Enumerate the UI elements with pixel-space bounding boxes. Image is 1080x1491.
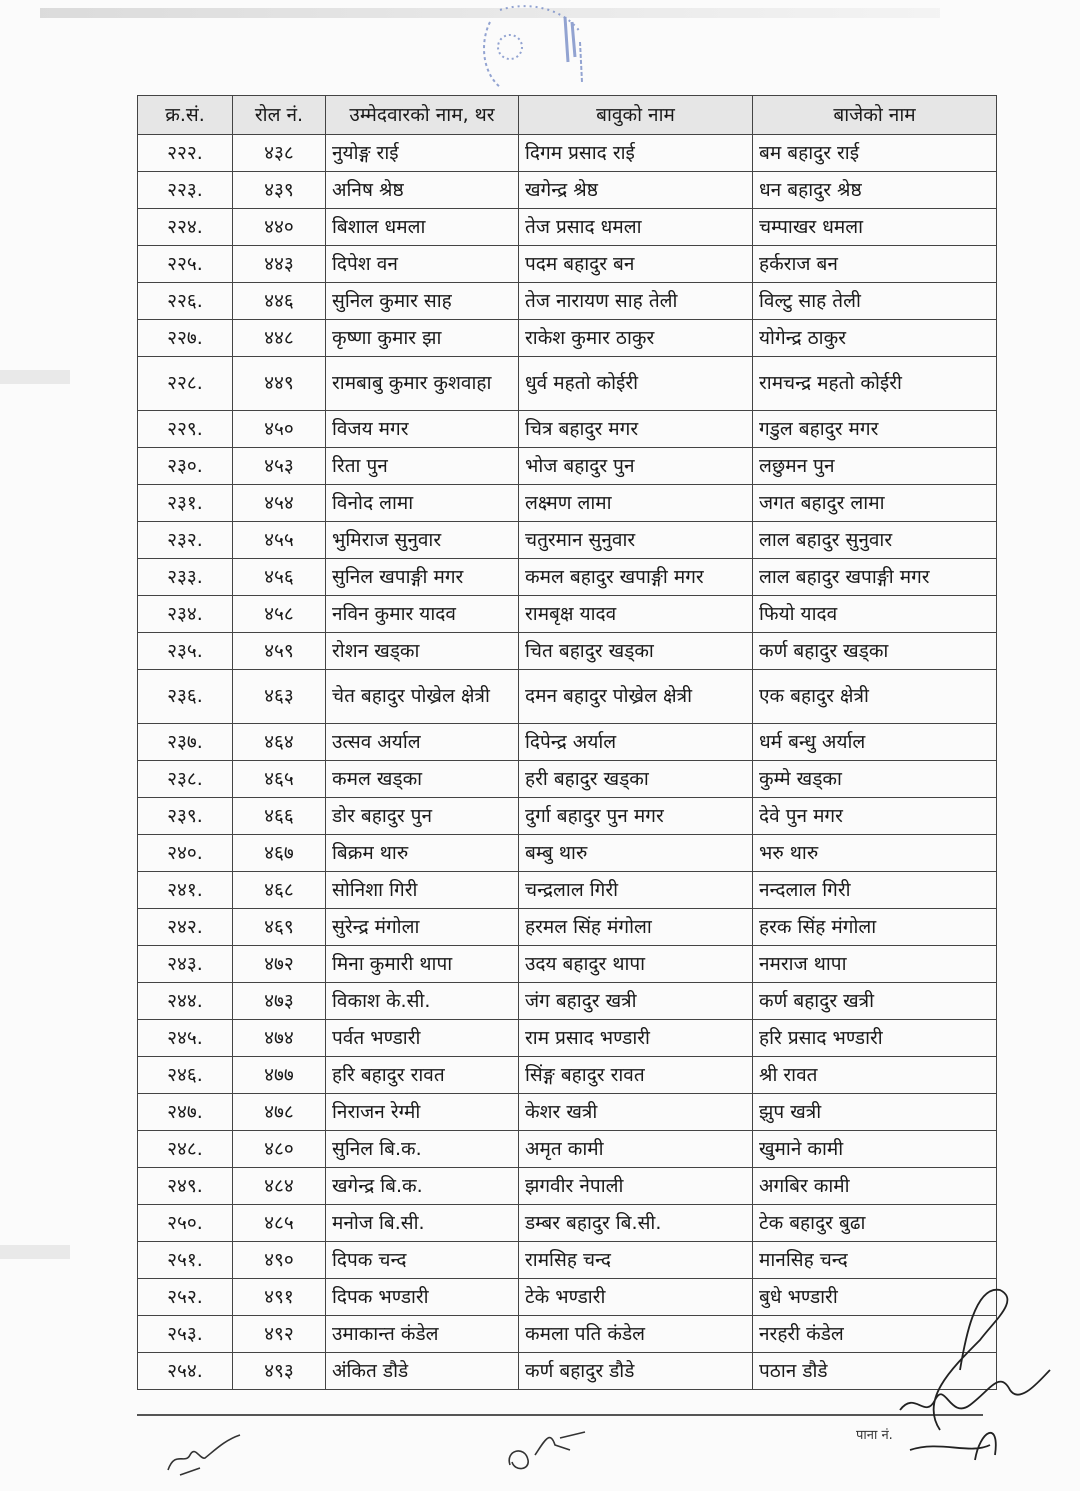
grandfather-name-cell: रामचन्द्र महतो कोईरी (753, 357, 997, 411)
serial-cell: २४०. (138, 835, 233, 872)
serial-cell: २२९. (138, 411, 233, 448)
grandfather-name-cell: चम्पाखर धमला (753, 209, 997, 246)
roll-cell: ४६४ (233, 724, 326, 761)
roll-cell: ४८० (233, 1131, 326, 1168)
grandfather-name-cell: खुमाने कामी (753, 1131, 997, 1168)
candidate-name-cell: सुनिल कुमार साह (326, 283, 519, 320)
table-row (138, 559, 997, 596)
table-row (138, 1279, 997, 1316)
table-row (138, 1242, 997, 1279)
roll-cell: ४५० (233, 411, 326, 448)
father-name-cell: पदम बहादुर बन (519, 246, 753, 283)
roll-cell: ४४० (233, 209, 326, 246)
roll-cell: ४५४ (233, 485, 326, 522)
candidate-name-cell: सोनिशा गिरी (326, 872, 519, 909)
roll-cell: ४६३ (233, 670, 326, 724)
roll-cell: ४५९ (233, 633, 326, 670)
grandfather-name-cell: फियो यादव (753, 596, 997, 633)
grandfather-name-cell: श्री रावत (753, 1057, 997, 1094)
roll-cell: ४५३ (233, 448, 326, 485)
serial-cell: २२२. (138, 135, 233, 172)
serial-cell: २३७. (138, 724, 233, 761)
father-name-cell: सिंङ्ग बहादुर रावत (519, 1057, 753, 1094)
grandfather-name-cell: हरक सिंह मंगोला (753, 909, 997, 946)
serial-cell: २२८. (138, 357, 233, 411)
roll-cell: ४६७ (233, 835, 326, 872)
header-row (138, 96, 997, 135)
office-stamp (470, 2, 600, 102)
roll-cell: ४४६ (233, 283, 326, 320)
roll-cell: ४६५ (233, 761, 326, 798)
father-name-cell: चतुरमान सुनुवार (519, 522, 753, 559)
serial-cell: २३१. (138, 485, 233, 522)
roll-cell: ४९१ (233, 1279, 326, 1316)
signature-center (500, 1420, 600, 1480)
candidate-name-cell: हरि बहादुर रावत (326, 1057, 519, 1094)
father-name-cell: रामसिह चन्द (519, 1242, 753, 1279)
father-name-cell: दुर्गा बहादुर पुन मगर (519, 798, 753, 835)
roll-cell: ४६९ (233, 909, 326, 946)
table-row (138, 724, 997, 761)
roll-cell: ४५८ (233, 596, 326, 633)
serial-cell: २३८. (138, 761, 233, 798)
candidate-name-cell: सुरेन्द्र मंगोला (326, 909, 519, 946)
father-name-cell: जंग बहादुर खत्री (519, 983, 753, 1020)
serial-cell: २४९. (138, 1168, 233, 1205)
father-name-cell: राकेश कुमार ठाकुर (519, 320, 753, 357)
serial-cell: २५२. (138, 1279, 233, 1316)
father-name-cell: दिपेन्द्र अर्याल (519, 724, 753, 761)
serial-cell: २३४. (138, 596, 233, 633)
serial-cell: २३३. (138, 559, 233, 596)
roll-cell: ४७७ (233, 1057, 326, 1094)
candidate-name-cell: डोर बहादुर पुन (326, 798, 519, 835)
grandfather-name-cell: धन बहादुर श्रेष्ठ (753, 172, 997, 209)
serial-cell: २४५. (138, 1020, 233, 1057)
candidate-name-cell: कमल खड्का (326, 761, 519, 798)
header-father: बावुको नाम (519, 96, 753, 135)
father-name-cell: दिगम प्रसाद राई (519, 135, 753, 172)
grandfather-name-cell: टेक बहादुर बुढा (753, 1205, 997, 1242)
table-row (138, 798, 997, 835)
roll-cell: ४९० (233, 1242, 326, 1279)
grandfather-name-cell: कर्ण बहादुर खड्का (753, 633, 997, 670)
bottom-rule (137, 1414, 983, 1416)
serial-cell: २३०. (138, 448, 233, 485)
father-name-cell: कमला पति कंडेल (519, 1316, 753, 1353)
roll-cell: ४८५ (233, 1205, 326, 1242)
serial-cell: २२७. (138, 320, 233, 357)
father-name-cell: कमल बहादुर खपाङ्गी मगर (519, 559, 753, 596)
serial-cell: २३२. (138, 522, 233, 559)
table-row (138, 1168, 997, 1205)
grandfather-name-cell: धर्म बन्धु अर्याल (753, 724, 997, 761)
table-row (138, 946, 997, 983)
grandfather-name-cell: मानसिह चन्द (753, 1242, 997, 1279)
candidate-name-cell: उमाकान्त कंडेल (326, 1316, 519, 1353)
table-body (138, 135, 997, 1390)
candidate-name-cell: सुनिल खपाङ्गी मगर (326, 559, 519, 596)
candidate-name-cell: रिता पुन (326, 448, 519, 485)
table-row (138, 633, 997, 670)
candidate-name-cell: विनोद लामा (326, 485, 519, 522)
father-name-cell: दमन बहादुर पोख्रेल क्षेत्री (519, 670, 753, 724)
roll-cell: ४७४ (233, 1020, 326, 1057)
candidate-name-cell: मिना कुमारी थापा (326, 946, 519, 983)
grandfather-name-cell: बुधे भण्डारी (753, 1279, 997, 1316)
grandfather-name-cell: हरि प्रसाद भण्डारी (753, 1020, 997, 1057)
roll-cell: ४६८ (233, 872, 326, 909)
candidate-name-cell: पर्वत भण्डारी (326, 1020, 519, 1057)
grandfather-name-cell: एक बहादुर क्षेत्री (753, 670, 997, 724)
table-row (138, 135, 997, 172)
serial-cell: २४२. (138, 909, 233, 946)
father-name-cell: कर्ण बहादुर डौडे (519, 1353, 753, 1390)
grandfather-name-cell: अगबिर कामी (753, 1168, 997, 1205)
table-row (138, 596, 997, 633)
father-name-cell: राम प्रसाद भण्डारी (519, 1020, 753, 1057)
father-name-cell: चित्र बहादुर मगर (519, 411, 753, 448)
candidate-name-cell: खगेन्द्र बि.क. (326, 1168, 519, 1205)
roll-cell: ४५६ (233, 559, 326, 596)
father-name-cell: टेके भण्डारी (519, 1279, 753, 1316)
father-name-cell: केशर खत्री (519, 1094, 753, 1131)
grandfather-name-cell: हर्कराज बन (753, 246, 997, 283)
table-row (138, 172, 997, 209)
table-row (138, 1205, 997, 1242)
table-row (138, 670, 997, 724)
table-row (138, 448, 997, 485)
serial-cell: २२५. (138, 246, 233, 283)
grandfather-name-cell: लाल बहादुर सुनुवार (753, 522, 997, 559)
table-row (138, 320, 997, 357)
roll-cell: ४८४ (233, 1168, 326, 1205)
father-name-cell: रामबृक्ष यादव (519, 596, 753, 633)
roll-cell: ४४३ (233, 246, 326, 283)
header-roll: रोल नं. (233, 96, 326, 135)
roll-cell: ४६६ (233, 798, 326, 835)
table-row (138, 909, 997, 946)
serial-cell: २५१. (138, 1242, 233, 1279)
grandfather-name-cell: विल्टु साह तेली (753, 283, 997, 320)
serial-cell: २५३. (138, 1316, 233, 1353)
grandfather-name-cell: लछुमन पुन (753, 448, 997, 485)
candidate-name-cell: दिपक चन्द (326, 1242, 519, 1279)
serial-cell: २४१. (138, 872, 233, 909)
serial-cell: २२४. (138, 209, 233, 246)
table-row (138, 1094, 997, 1131)
father-name-cell: चन्द्रलाल गिरी (519, 872, 753, 909)
candidate-name-cell: भुमिराज सुनुवार (326, 522, 519, 559)
father-name-cell: हरी बहादुर खड्का (519, 761, 753, 798)
father-name-cell: बम्बु थारु (519, 835, 753, 872)
grandfather-name-cell: पठान डौडे (753, 1353, 997, 1390)
serial-cell: २२६. (138, 283, 233, 320)
grandfather-name-cell: नमराज थापा (753, 946, 997, 983)
serial-cell: २४४. (138, 983, 233, 1020)
father-name-cell: हरमल सिंह मंगोला (519, 909, 753, 946)
scan-smudge (0, 370, 70, 384)
candidate-name-cell: रामबाबु कुमार कुशवाहा (326, 357, 519, 411)
candidate-name-cell: बिशाल धमला (326, 209, 519, 246)
roll-cell: ४७३ (233, 983, 326, 1020)
table-row (138, 983, 997, 1020)
serial-cell: २२३. (138, 172, 233, 209)
serial-cell: २३९. (138, 798, 233, 835)
candidate-name-cell: दिपक भण्डारी (326, 1279, 519, 1316)
candidate-name-cell: चेत बहादुर पोख्रेल क्षेत्री (326, 670, 519, 724)
grandfather-name-cell: गडुल बहादुर मगर (753, 411, 997, 448)
candidate-name-cell: विजय मगर (326, 411, 519, 448)
grandfather-name-cell: योगेन्द्र ठाकुर (753, 320, 997, 357)
header-grandfather: बाजेको नाम (753, 96, 997, 135)
serial-cell: २३६. (138, 670, 233, 724)
father-name-cell: धुर्व महतो कोईरी (519, 357, 753, 411)
father-name-cell: डम्बर बहादुर बि.सी. (519, 1205, 753, 1242)
roll-cell: ४९२ (233, 1316, 326, 1353)
candidate-name-cell: निराजन रेग्मी (326, 1094, 519, 1131)
table-row (138, 1131, 997, 1168)
roll-cell: ४३८ (233, 135, 326, 172)
father-name-cell: झगवीर नेपाली (519, 1168, 753, 1205)
father-name-cell: तेज प्रसाद धमला (519, 209, 753, 246)
table-row (138, 1020, 997, 1057)
candidate-table (137, 95, 997, 1390)
roll-cell: ४९३ (233, 1353, 326, 1390)
header-serial: क्र.सं. (138, 96, 233, 135)
table-row (138, 411, 997, 448)
table-row (138, 485, 997, 522)
table-row (138, 872, 997, 909)
grandfather-name-cell: जगत बहादुर लामा (753, 485, 997, 522)
grandfather-name-cell: नन्दलाल गिरी (753, 872, 997, 909)
candidate-name-cell: उत्सव अर्याल (326, 724, 519, 761)
father-name-cell: उदय बहादुर थापा (519, 946, 753, 983)
signature-right (880, 1280, 1060, 1480)
serial-cell: २४६. (138, 1057, 233, 1094)
roll-cell: ४७२ (233, 946, 326, 983)
roll-cell: ४४९ (233, 357, 326, 411)
grandfather-name-cell: बम बहादुर राई (753, 135, 997, 172)
candidate-name-cell: नुयोङ्ग राई (326, 135, 519, 172)
table-row (138, 246, 997, 283)
table-row (138, 761, 997, 798)
roll-cell: ४३९ (233, 172, 326, 209)
signature-left (160, 1430, 250, 1480)
candidate-name-cell: बिक्रम थारु (326, 835, 519, 872)
candidate-name-cell: नविन कुमार यादव (326, 596, 519, 633)
father-name-cell: तेज नारायण साह तेली (519, 283, 753, 320)
serial-cell: २४७. (138, 1094, 233, 1131)
serial-cell: २५४. (138, 1353, 233, 1390)
candidate-name-cell: सुनिल बि.क. (326, 1131, 519, 1168)
table-row (138, 1057, 997, 1094)
candidate-name-cell: अंकित डौडे (326, 1353, 519, 1390)
table-row (138, 283, 997, 320)
serial-cell: २४३. (138, 946, 233, 983)
table-row (138, 209, 997, 246)
father-name-cell: अमृत कामी (519, 1131, 753, 1168)
page-number-label: पाना नं. (856, 1428, 893, 1443)
header-candidate: उम्मेदवारको नाम, थर (326, 96, 519, 135)
serial-cell: २५०. (138, 1205, 233, 1242)
candidate-name-cell: कृष्णा कुमार झा (326, 320, 519, 357)
grandfather-name-cell: कर्ण बहादुर खत्री (753, 983, 997, 1020)
candidate-name-cell: अनिष श्रेष्ठ (326, 172, 519, 209)
serial-cell: २३५. (138, 633, 233, 670)
table-row (138, 357, 997, 411)
candidate-name-cell: दिपेश वन (326, 246, 519, 283)
father-name-cell: भोज बहादुर पुन (519, 448, 753, 485)
grandfather-name-cell: झुप खत्री (753, 1094, 997, 1131)
grandfather-name-cell: कुम्मे खड्का (753, 761, 997, 798)
grandfather-name-cell: भरु थारु (753, 835, 997, 872)
roll-cell: ४४८ (233, 320, 326, 357)
father-name-cell: लक्ष्मण लामा (519, 485, 753, 522)
candidate-name-cell: रोशन खड्का (326, 633, 519, 670)
candidate-name-cell: विकाश के.सी. (326, 983, 519, 1020)
roll-cell: ४७८ (233, 1094, 326, 1131)
serial-cell: २४८. (138, 1131, 233, 1168)
grandfather-name-cell: नरहरी कंडेल (753, 1316, 997, 1353)
father-name-cell: चित बहादुर खड्का (519, 633, 753, 670)
roll-cell: ४५५ (233, 522, 326, 559)
grandfather-name-cell: लाल बहादुर खपाङ्गी मगर (753, 559, 997, 596)
table-row (138, 1353, 997, 1390)
table-row (138, 1316, 997, 1353)
father-name-cell: खगेन्द्र श्रेष्ठ (519, 172, 753, 209)
table-row (138, 835, 997, 872)
table-row (138, 522, 997, 559)
scan-smudge (0, 1245, 70, 1259)
candidate-name-cell: मनोज बि.सी. (326, 1205, 519, 1242)
grandfather-name-cell: देवे पुन मगर (753, 798, 997, 835)
